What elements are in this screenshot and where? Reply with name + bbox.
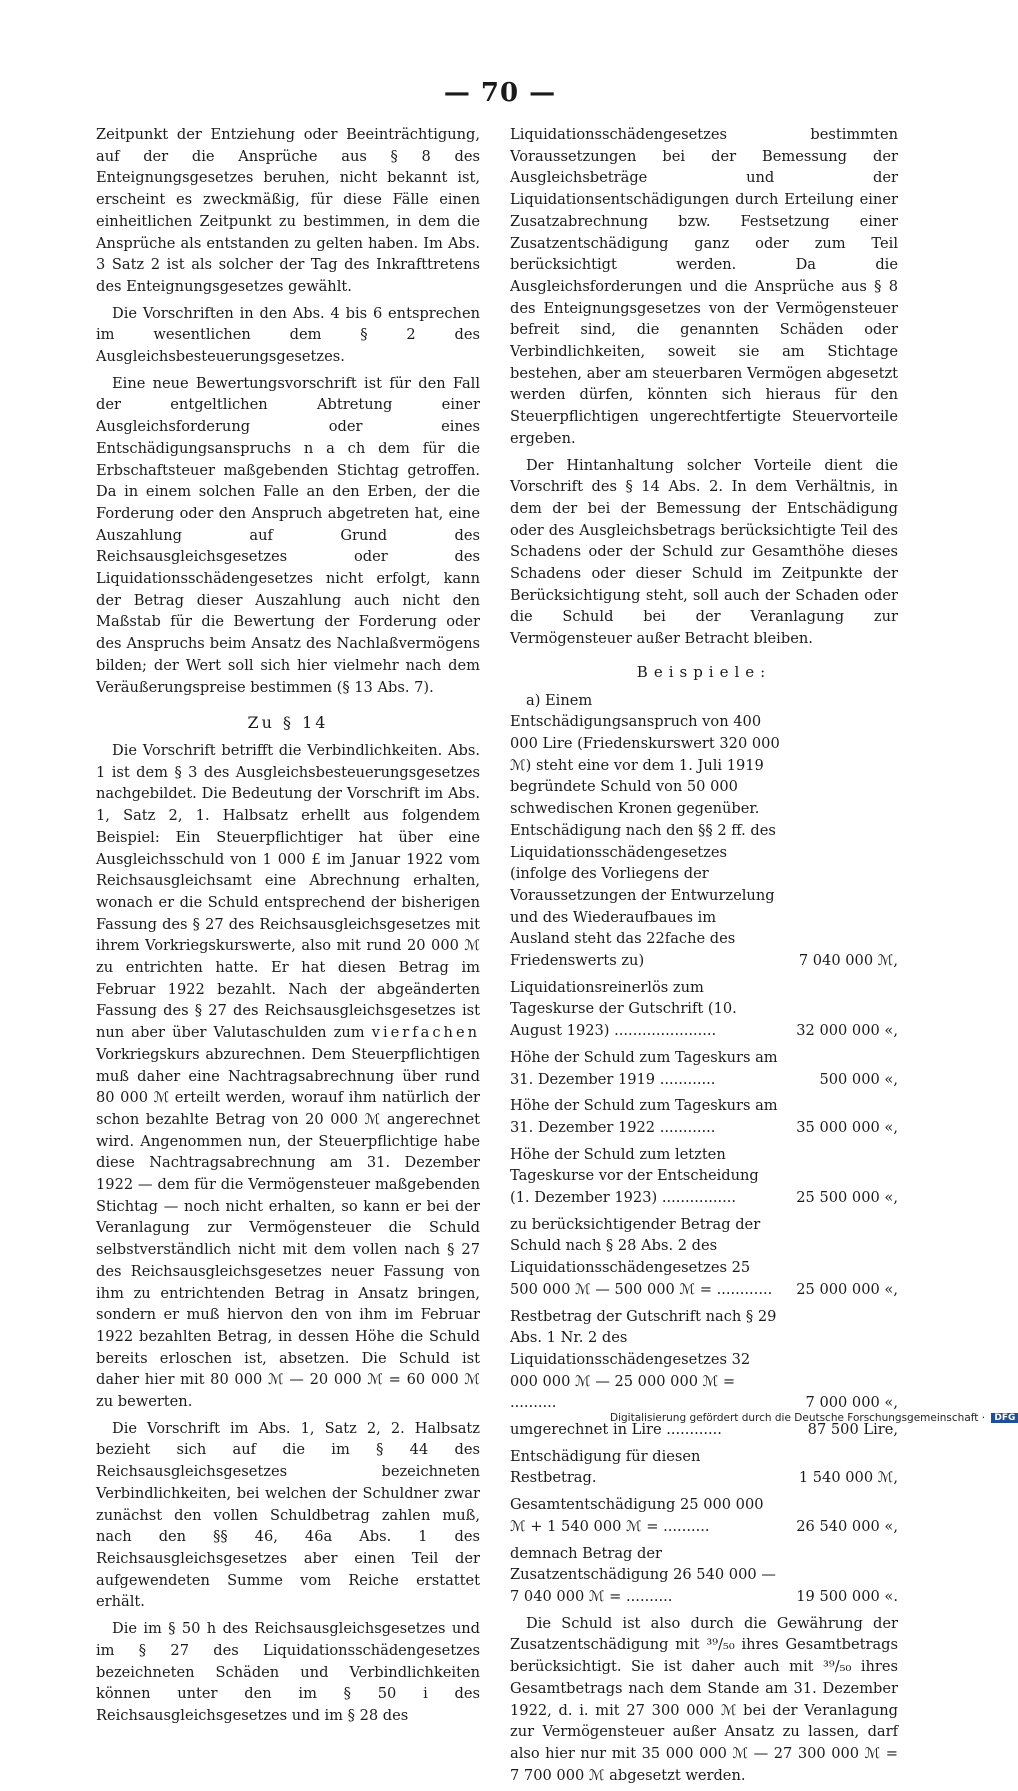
- page-number: — 70 —: [443, 78, 557, 108]
- calculation-label: Entschädigung für diesen Restbetrag.: [510, 1447, 701, 1487]
- calculation-row: [510, 1543, 898, 1608]
- spaced-emphasis: vierfachen: [371, 1024, 480, 1042]
- paragraph-zeitpunkt: Zeitpunkt der Entziehung oder Beeinträchtigung, auf der die Ansprüche aus § 8 des Enteignungsgesetzes beruhen, nicht bekannt ist, erscheint es zweckmäßig, für diese Fälle einen einheitlichen Zeitpunkt zu bestimmen, in dem die Ansprüche als entstanden zu gelten haben. Im Abs. 3 Satz 2 ist als solcher der Tag des Inkrafttretens des Enteignungsgesetzes gewählt.: [96, 126, 480, 295]
- calculation-row: [510, 1494, 898, 1537]
- calculation-label: Restbetrag der Gutschrift nach § 29 Abs. 1 Nr. 2 des Liquidationsschädengesetzes 32 000 000 ℳ — 25 000 000 ℳ = ..........: [510, 1307, 777, 1412]
- left-column: [96, 124, 480, 1732]
- calculation-value: 19 500 000 «.: [796, 1588, 898, 1605]
- calculation-list: [510, 977, 898, 1608]
- calculation-label: Liquidationsreinerlös zum Tageskurse der Gutschrift (10. August 1923) ......................: [510, 978, 737, 1040]
- calculation-value: 1 540 000 ℳ,: [798, 1469, 898, 1487]
- calculation-label: umgerechnet in Lire ............: [510, 1421, 722, 1439]
- paragraph-50h: Die im § 50 h des Reichsausgleichsgesetzes und im § 27 des Liquidationsschädengesetzes bezeichneten Schäden und Verbindlichkeiten können unter den im § 50 i des Reichsausgleichsgesetzes und im § 28 des: [96, 1620, 480, 1724]
- paragraph-vorschriften: Die Vorschriften in den Abs. 4 bis 6 entsprechen im wesentlichen dem § 2 des Ausgleichsbesteuerungsgesetzes.: [96, 304, 480, 366]
- example-intro: [510, 690, 898, 972]
- calculation-row: [510, 1306, 898, 1415]
- paragraph-conclusion: Die Schuld ist also durch die Gewährung der Zusatzentschädigung mit ³⁹/₅₀ ihres Gesamtbetrags berücksichtigt. Sie ist daher auch mit ³⁹/₅₀ ihres Gesamtbetrags nach dem Stande am 31. Dezember 1922, d. i. mit 27 300 000 ℳ bei der Veranlagung zur Vermögensteuer außer Ansatz zu lassen, darf also hier nur mit 35 000 000 ℳ — 27 300 000 ℳ = 7 700 000 ℳ abgesetzt werden.: [510, 1614, 898, 1784]
- calculation-row: [510, 1047, 898, 1090]
- calculation-label: demnach Betrag der Zusatzentschädigung 26 540 000 — 7 040 000 ℳ = ..........: [510, 1544, 776, 1605]
- calculation-label: Höhe der Schuld zum Tageskurs am 31. Dezember 1922 ............: [510, 1097, 778, 1136]
- section-heading: Zu § 14: [247, 713, 329, 733]
- calculation-value: 32 000 000 «,: [796, 1022, 898, 1040]
- calculation-row: [510, 1144, 898, 1209]
- paragraph-verbindlichkeiten: [96, 740, 480, 1413]
- calculation-row: [510, 1214, 898, 1301]
- example-intro-text: a) Einem Entschädigungsanspruch von 400 000 Lire (Friedenskurswert 320 000 ℳ) steht eine vor dem 1. Juli 1919 begründete Schuld von 50 000 schwedischen Kronen gegenüber. Entschädigung nach den §§ 2 ff. des Liquidationsschädengesetzes (infolge des Vorliegens der Voraussetzungen der Entwurzelung und des Wiederaufbaues im Ausland steht das 22fache des Friedenswerts zu): [510, 691, 780, 970]
- example-intro-value: 7 040 000 ℳ,: [798, 952, 898, 970]
- calculation-value: 25 500 000 «,: [796, 1189, 898, 1207]
- calculation-label: zu berücksichtigender Betrag der Schuld nach § 28 Abs. 2 des Liquidationsschädengesetzes 25 500 000 ℳ — 500 000 ℳ = ............: [510, 1215, 773, 1298]
- examples-heading: Beispiele:: [636, 662, 772, 681]
- paragraph-bewertungsvorschrift: Eine neue Bewertungsvorschrift ist für den Fall der entgeltlichen Abtretung einer Ausgleichsforderung oder eines Entschädigungsanspruchs n a ch dem für die Erbschaftsteuer maßgebenden Stichtag getroffen. Da in einem solchen Falle an den Erben, der die Forderung oder den Anspruch abgetreten hat, eine Auszahlung auf Grund des Reichsausgleichsgesetzes oder des Liquidationsschädengesetzes nicht erfolgt, kann der Betrag dieser Auszahlung auch nicht den Maßstab für die Bewertung der Forderung oder des Anspruchs beim Ansatz des Nachlaßvermögens bilden; der Wert soll sich hier vielmehr nach dem Veräußerungspreise bestimmen (§ 13 Abs. 7).: [96, 374, 480, 696]
- calculation-label: Gesamtentschädigung 25 000 000 ℳ + 1 540 000 ℳ = ..........: [510, 1496, 764, 1535]
- calculation-value: 500 000 «,: [819, 1070, 898, 1088]
- calculation-label: Höhe der Schuld zum Tageskurs am 31. Dezember 1919 ............: [510, 1048, 778, 1088]
- calculation-label: Höhe der Schuld zum letzten Tageskurse vor der Entscheidung (1. Dezember 1923) ................: [510, 1145, 759, 1207]
- footer-note: [610, 1412, 1016, 1424]
- right-column: [510, 124, 898, 1791]
- paragraph-verbindlichkeiten-rest: Vorkriegskurs abzurechnen. Dem Steuerpflichtigen muß daher eine Nachtragsabrechnung über rund 80 000 ℳ erteilt werden, worauf ihm natürlich der schon bezahlte Betrag von 20 000 ℳ angerechnet wird. Angenommen nun, der Steuerpflichtige habe diese Nachtragsabrechnung am 31. Dezember 1922 — dem für die Vermögensteuer maßgebenden Stichtag — noch nicht erhalten, so kann er bei der Veranlagung zur Vermögensteuer die Schuld selbstverständlich nicht mit dem vollen nach § 27 des Reichsausgleichsgesetzes neuer Fassung von ihm zu entrichtenden Betrag in Ansatz bringen, sondern er muß hiervon den von ihm im Februar 1922 bezahlten Betrag, in dessen Höhe die Schuld bereits erloschen ist, absetzen. Die Schuld ist daher hier mit 80 000 ℳ — 20 000 ℳ = 60 000 ℳ zu bewerten.: [96, 1045, 480, 1411]
- paragraph-halbsatz: Die Vorschrift im Abs. 1, Satz 2, 2. Halbsatz bezieht sich auf die im § 44 des Reichsausgleichsgesetzes bezeichneten Verbindlichkeiten, bei welchen der Schuldner zwar zunächst den vollen Schuldbetrag zahlen muß, nach den §§ 46, 46a Abs. 1 des Reichsausgleichsgesetzes aber einen Teil der aufgewendeten Summe vom Reiche erstattet erhält.: [96, 1419, 480, 1611]
- dfg-logo: DFG: [991, 1413, 1018, 1423]
- calculation-row: [510, 1095, 898, 1138]
- paragraph-continuation: Liquidationsschädengesetzes bestimmten Voraussetzungen bei der Bemessung der Ausgleichsbeträge und der Liquidationsentschädigungen durch Erteilung einer Zusatzabrechnung bzw. Festsetzung einer Zusatzentschädigung ganz oder zum Teil berücksichtigt werden. Da die Ausgleichsforderungen und die Ansprüche aus § 8 des Enteignungsgesetzes von der Vermögensteuer befreit sind, die genannten Schäden oder Verbindlichkeiten, soweit sie am Stichtage bestehen, aber am steuerbaren Vermögen abgesetzt werden dürfen, könnten sich hieraus für den Steuerpflichtigen ungerechtfertigte Steuervorteile ergeben.: [510, 126, 898, 447]
- calculation-row: [510, 977, 898, 1042]
- paragraph-verbindlichkeiten-text: Die Vorschrift betrifft die Verbindlichkeiten. Abs. 1 ist dem § 3 des Ausgleichsbesteuerungsgesetzes nachgebildet. Die Bedeutung der Vorschrift im Abs. 1, Satz 2, 1. Halbsatz erhellt aus folgendem Beispiel: Ein Steuerpflichtiger hat über eine Ausgleichsschuld von 1 000 £ im Januar 1922 vom Reichsausgleichsamt eine Abrechnung erhalten, wonach er die Schuld entsprechend der bisherigen Fassung des § 27 des Reichsausgleichsgesetzes mit ihrem Vorkriegskurswerte, also mit rund 20 000 ℳ zu entrichten hatte. Er hat diesen Betrag im Februar 1922 bezahlt. Nach der abgeänderten Fassung des § 27 des Reichsausgleichsgesetzes ist nun aber über Valutaschulden zum: [96, 741, 480, 1042]
- calculation-value: 26 540 000 «,: [796, 1517, 898, 1535]
- calculation-row: [510, 1446, 898, 1489]
- calculation-value: 25 000 000 «,: [796, 1280, 898, 1298]
- calculation-value: 35 000 000 «,: [796, 1118, 898, 1136]
- calculation-value: 87 500 Lire,: [807, 1421, 898, 1439]
- footer-text: Digitalisierung gefördert durch die Deutsche Forschungsgemeinschaft ·: [610, 1412, 986, 1424]
- paragraph-hintanhaltung: Der Hintanhaltung solcher Vorteile dient die Vorschrift des § 14 Abs. 2. In dem Verhältnis, in dem der bei der Bemessung der Entschädigung oder des Ausgleichsbetrags berücksichtigte Teil des Schadens oder der Schuld zur Gesamthöhe dieses Schadens oder dieser Schuld im Zeitpunkte der Berücksichtigung steht, soll auch der Schaden oder die Schuld bei der Veranlagung zur Vermögensteuer außer Betracht bleiben.: [510, 456, 898, 648]
- calculation-value: 7 000 000 «,: [805, 1394, 898, 1412]
